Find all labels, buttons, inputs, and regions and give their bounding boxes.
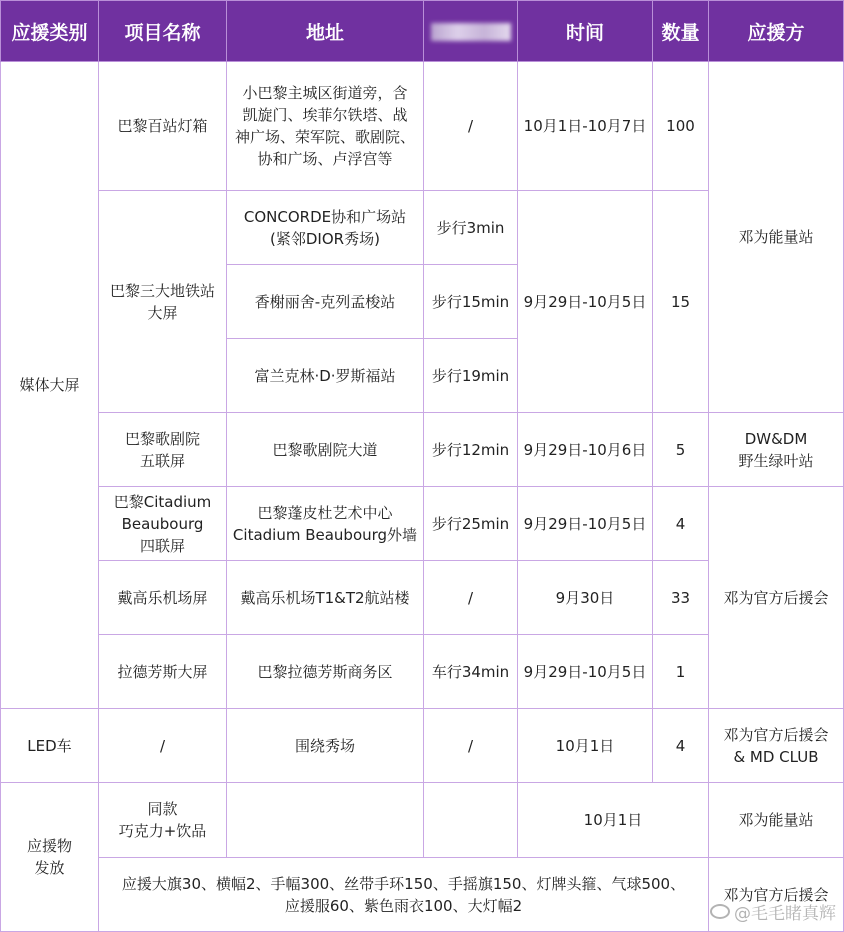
header-row [1,1,844,62]
supporter-cell: DW&DM 野生绿叶站 [709,413,844,487]
address-cell: 富兰克林·D·罗斯福站 [227,339,424,413]
time-cell: 9月29日-10月5日 [518,487,653,561]
time-cell: 10月1日 [518,783,709,858]
quantity-cell: 4 [653,487,709,561]
items-cell: 应援大旗30、横幅2、手幅300、丝带手环150、手摇旗150、灯牌头箍、气球500、 应援服60、紫色雨衣100、大灯幅2 [99,858,709,932]
distance-cell: 步行12min [424,413,518,487]
quantity-cell: 33 [653,561,709,635]
distance-cell: / [424,709,518,783]
address-cell: 巴黎歌剧院大道 [227,413,424,487]
header-category: 应援类别 [1,1,99,62]
header-time: 时间 [518,1,653,62]
quantity-cell: 15 [653,191,709,413]
quantity-cell: 100 [653,62,709,191]
category-cell: LED车 [1,709,99,783]
quantity-cell: 1 [653,635,709,709]
time-cell: 9月29日-10月5日 [518,191,653,413]
distance-cell: / [424,561,518,635]
supporter-cell: 邓为能量站 [709,62,844,413]
quantity-cell: 5 [653,413,709,487]
address-cell: 戴高乐机场T1&T2航站楼 [227,561,424,635]
distance-cell: 步行3min [424,191,518,265]
header-quantity: 数量 [653,1,709,62]
project-name-cell: 巴黎歌剧院 五联屏 [99,413,227,487]
watermark-text: @毛毛睹真辉 [734,904,836,924]
distance-cell: 步行19min [424,339,518,413]
address-cell: 小巴黎主城区街道旁，含 凯旋门、埃菲尔铁塔、战 神广场、荣军院、歌剧院、 协和广场、卢浮宫等 [227,62,424,191]
supporter-cell: 邓为官方后援会 & MD CLUB [709,709,844,783]
distance-cell: 车行34min [424,635,518,709]
table-row [1,709,844,783]
distance-cell: 步行25min [424,487,518,561]
header-address: 地址 [227,1,424,62]
address-cell: 巴黎蓬皮杜艺术中心 Citadium Beaubourg外墙 [227,487,424,561]
project-name-cell: 戴高乐机场屏 [99,561,227,635]
supporter-cell: 邓为官方后援会 [709,487,844,709]
table-row [1,413,844,487]
project-name-cell: 同款 巧克力+饮品 [99,783,227,858]
distance-cell [424,783,518,858]
quantity-cell: 4 [653,709,709,783]
category-cell: 媒体大屏 [1,62,99,709]
header-project-name: 项目名称 [99,1,227,62]
address-cell: 香榭丽舍-克列孟梭站 [227,265,424,339]
project-name-cell: 拉德芳斯大屏 [99,635,227,709]
header-supporter: 应援方 [709,1,844,62]
table-row [1,62,844,191]
table-row [1,783,844,858]
supporter-cell: 邓为能量站 [709,783,844,858]
category-cell: 应援物 发放 [1,783,99,932]
project-name-cell: 巴黎三大地铁站 大屏 [99,191,227,413]
blurred-header-text [431,23,511,41]
project-name-cell: 巴黎百站灯箱 [99,62,227,191]
time-cell: 9月29日-10月6日 [518,413,653,487]
project-name-cell: / [99,709,227,783]
time-cell: 9月29日-10月5日 [518,635,653,709]
project-name-cell: 巴黎Citadium Beaubourg 四联屏 [99,487,227,561]
weibo-icon [710,904,730,919]
address-cell [227,783,424,858]
table-row [1,487,844,561]
time-cell: 10月1日 [518,709,653,783]
header-distance [424,1,518,62]
address-cell: CONCORDE协和广场站 (紧邻DIOR秀场) [227,191,424,265]
supporter-cell: 邓为官方后援会 [709,858,844,932]
distance-cell: / [424,62,518,191]
address-cell: 围绕秀场 [227,709,424,783]
distance-cell: 步行15min [424,265,518,339]
time-cell: 10月1日-10月7日 [518,62,653,191]
address-cell: 巴黎拉德芳斯商务区 [227,635,424,709]
watermark [710,899,836,924]
time-cell: 9月30日 [518,561,653,635]
